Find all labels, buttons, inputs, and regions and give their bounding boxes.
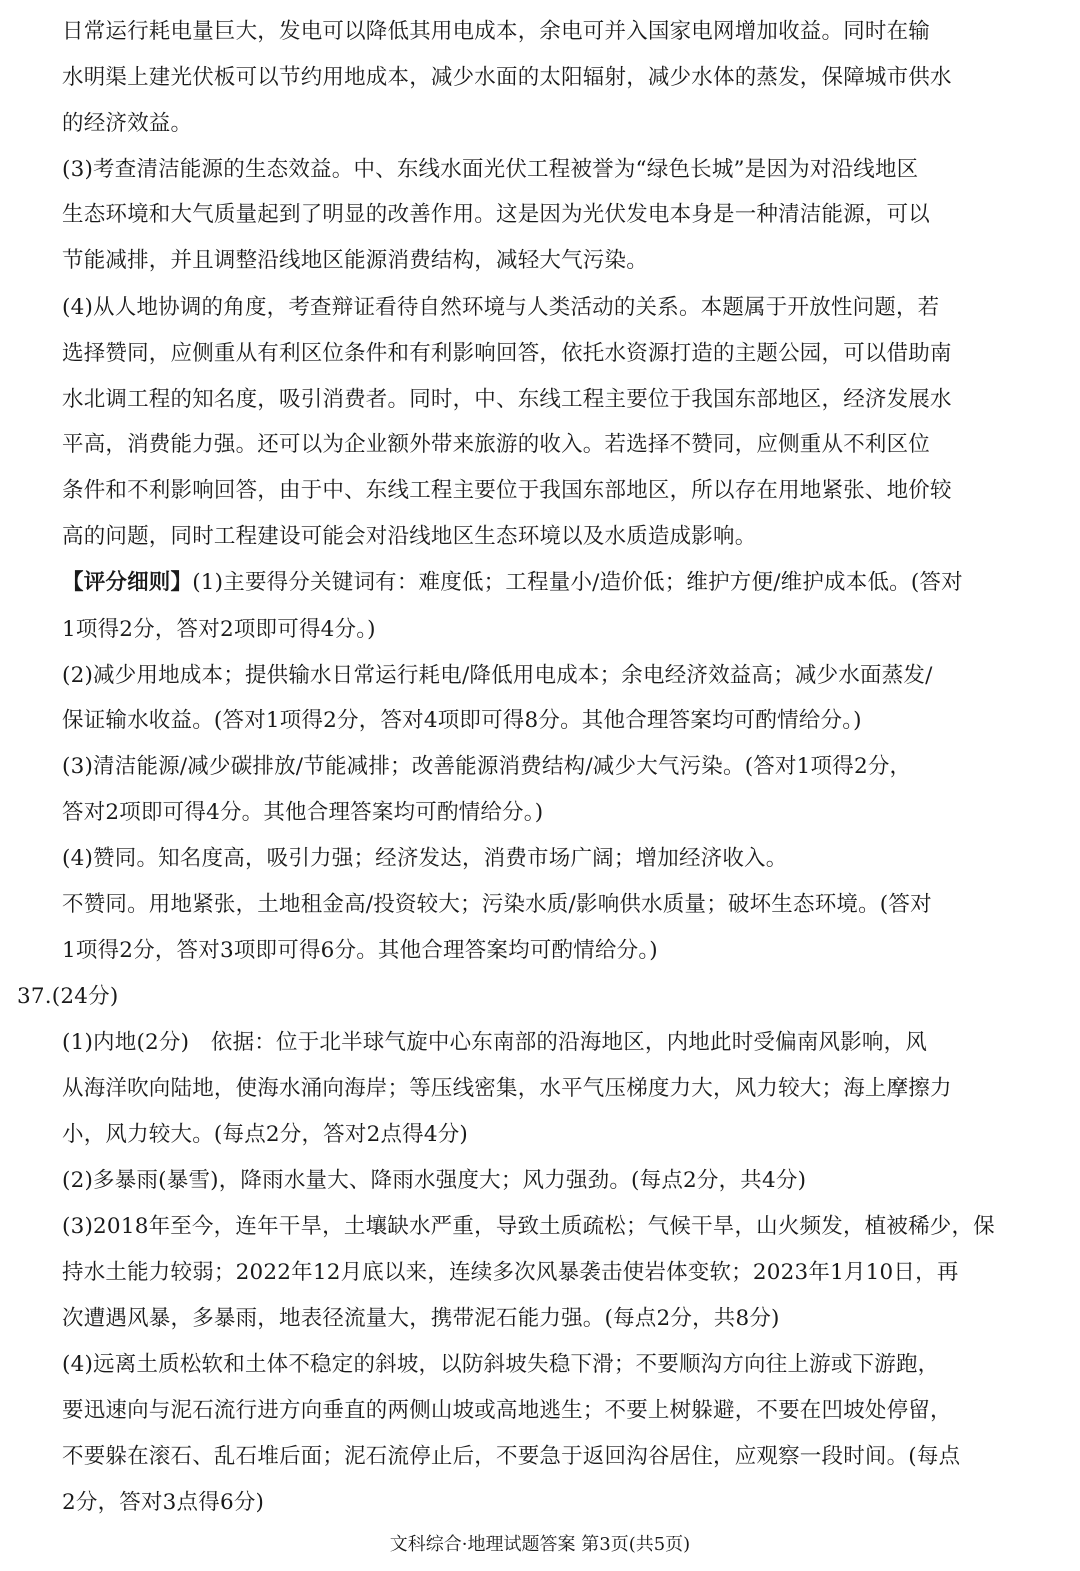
- q37-line: 2分，答对3点得6分): [62, 1490, 265, 1515]
- q37-line: 不要躲在滚石、乱石堆后面；泥石流停止后，不要急于返回沟谷居住，应观察一段时间。(每点: [62, 1444, 961, 1469]
- scoring-line: 答对2项即可得4分。其他合理答案均可酌情给分。): [62, 800, 544, 825]
- q37-line: 持水土能力较弱；2022年12月底以来，连续多次风暴袭击使岩体变软；2023年1月10日，再: [62, 1260, 959, 1285]
- q37-line: (4)远离土质松软和土体不稳定的斜坡，以防斜坡失稳下滑；不要顺沟方向往上游或下游跑，: [62, 1352, 940, 1377]
- text-line: 水明渠上建光伏板可以节约用地成本，减少水面的太阳辐射，减少水体的蒸发，保障城市供水: [62, 65, 952, 90]
- text-line: 日常运行耗电量巨大，发电可以降低其用电成本，余电可并入国家电网增加收益。同时在输: [62, 19, 931, 44]
- text-line: 高的问题，同时工程建设可能会对沿线地区生态环境以及水质造成影响。: [62, 524, 757, 549]
- scoring-line: 保证输水收益。(答对1项得2分，答对4项即可得8分。其他合理答案均可酌情给分。): [62, 708, 862, 733]
- scoring-line: 不赞同。用地紧张，土地租金高/投资较大；污染水质/影响供水质量；破坏生态环境。(答对: [62, 892, 932, 917]
- text-line: 选择赞同，应侧重从有利区位条件和有利影响回答，依托水资源打造的主题公园，可以借助南: [62, 341, 952, 366]
- scoring-heading: 【评分细则】: [62, 570, 193, 595]
- scoring-line: (4)赞同。知名度高，吸引力强；经济发达，消费市场广阔；增加经济收入。: [62, 846, 788, 871]
- scoring-line: (2)减少用地成本；提供输水日常运行耗电/降低用电成本；余电经济效益高；减少水面蒸发/: [62, 663, 933, 688]
- text-line: 节能减排，并且调整沿线地区能源消费结构，减轻大气污染。: [62, 248, 648, 273]
- scoring-line: 1项得2分，答对2项即可得4分。): [62, 617, 376, 642]
- q37-line: 次遭遇风暴，多暴雨，地表径流量大，携带泥石能力强。(每点2分，共8分): [62, 1306, 780, 1331]
- text-line: (3)考查清洁能源的生态效益。中、东线水面光伏工程被誉为“绿色长城”是因为对沿线地区: [62, 157, 919, 182]
- text-line: 生态环境和大气质量起到了明显的改善作用。这是因为光伏发电本身是一种清洁能源，可以: [62, 202, 931, 227]
- text-line: 平高，消费能力强。还可以为企业额外带来旅游的收入。若选择不赞同，应侧重从不利区位: [62, 432, 931, 457]
- q37-line: (3)2018年至今，连年干旱，土壤缺水严重，导致土质疏松；气候干旱，山火频发，植被稀少，保: [62, 1214, 995, 1239]
- q37-line: (1)内地(2分) 依据：位于北半球气旋中心东南部的沿海地区，内地此时受偏南风影响，风: [62, 1030, 928, 1055]
- question-37-title: 37.(24分): [17, 984, 119, 1009]
- text-line: 的经济效益。: [62, 111, 193, 136]
- q37-line: 从海洋吹向陆地，使海水涌向海岸；等压线密集，水平气压梯度力大，风力较大；海上摩擦力: [62, 1076, 952, 1101]
- scoring-line: 1项得2分，答对3项即可得6分。其他合理答案均可酌情给分。): [62, 938, 658, 963]
- q37-line: 要迅速向与泥石流行进方向垂直的两侧山坡或高地逃生；不要上树躲避，不要在凹坡处停留，: [62, 1398, 952, 1423]
- scoring-line: (1)主要得分关键词有：难度低；工程量小/造价低；维护方便/维护成本低。(答对: [192, 570, 963, 595]
- q37-line: 小，风力较大。(每点2分，答对2点得4分): [62, 1122, 469, 1147]
- scoring-first-line: [62, 568, 1062, 598]
- text-line: (4)从人地协调的角度，考查辩证看待自然环境与人类活动的关系。本题属于开放性问题，若: [62, 295, 940, 320]
- text-line: 条件和不利影响回答，由于中、东线工程主要位于我国东部地区，所以存在用地紧张、地价较: [62, 478, 952, 503]
- page-footer: 文科综合·地理试题答案 第3页(共5页): [389, 1534, 691, 1555]
- text-line: 水北调工程的知名度，吸引消费者。同时，中、东线工程主要位于我国东部地区，经济发展水: [62, 387, 952, 412]
- scoring-line: (3)清洁能源/减少碳排放/节能减排；改善能源消费结构/减少大气污染。(答对1项得2分，: [62, 754, 912, 779]
- q37-line: (2)多暴雨(暴雪)，降雨水量大、降雨水强度大；风力强劲。(每点2分，共4分): [62, 1168, 807, 1193]
